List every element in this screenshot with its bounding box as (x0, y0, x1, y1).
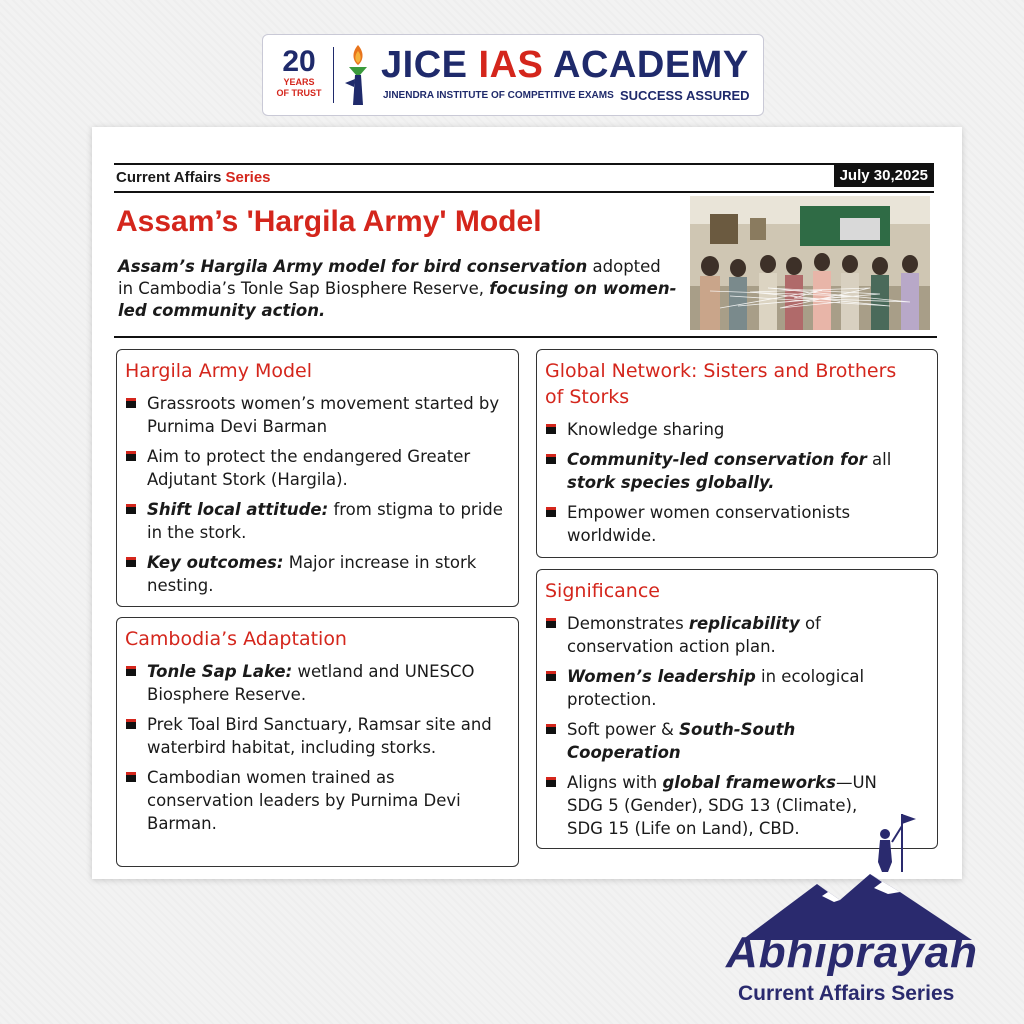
list-item: Community-led conservation for all stork species globally. (545, 448, 929, 494)
article-intro: Assam’s Hargila Army model for bird conservation adopted in Cambodia’s Tonle Sap Biosphere Reserve, focusing on women-led community action. (118, 257, 677, 320)
abhiprayah-subtitle: Current Affairs Series (738, 982, 955, 1005)
workshop-photo (690, 196, 930, 330)
list-item: Demonstrates replicability of conservation action plan. (545, 612, 895, 658)
hargila-model-title: Hargila Army Model (125, 360, 313, 382)
years-badge (271, 47, 327, 99)
cambodia-adaptation-box (116, 617, 519, 867)
significance-title: Significance (545, 580, 660, 602)
brand-name: JICE IAS ACADEMY (381, 44, 749, 86)
academy-logo (262, 34, 764, 116)
list-item: Aligns with global frameworks—UN SDG 5 (Gender), SDG 13 (Climate), SDG 15 (Life on Land), CBD. (545, 771, 895, 840)
significance-box (536, 569, 938, 849)
years-trust-label: OF TRUST (276, 88, 322, 98)
hargila-model-box (116, 349, 519, 607)
abhiprayah-logo (722, 812, 992, 1012)
series-bar (114, 163, 934, 193)
brand-fullname: JINENDRA INSTITUTE OF COMPETITIVE EXAMS (383, 90, 614, 101)
list-item: Aim to protect the endangered Greater Adjutant Stork (Hargila). (125, 445, 515, 491)
abhiprayah-wordmark: Abhiprayah (726, 928, 979, 977)
list-item: Cambodian women trained as conservation leaders by Purnima Devi Barman. (125, 766, 505, 835)
global-network-title: Global Network: Sisters and Brothers of Storks (545, 360, 897, 408)
article-card (92, 127, 962, 879)
series-label: Current Affairs Series (116, 169, 271, 186)
list-item: Grassroots women’s movement started by Purnima Devi Barman (125, 392, 515, 438)
torch-icon (341, 41, 375, 109)
list-item: Tonle Sap Lake: wetland and UNESCO Biosphere Reserve. (125, 660, 505, 706)
logo-divider (333, 47, 334, 103)
list-item: Prek Toal Bird Sanctuary, Ramsar site and waterbird habitat, including storks. (125, 713, 505, 759)
mountain-flag-icon (722, 812, 992, 942)
brand-tagline: SUCCESS ASSURED (620, 88, 750, 103)
global-network-box (536, 349, 938, 558)
date-badge: July 30,2025 (834, 165, 934, 187)
list-item: Key outcomes: Major increase in stork nesting. (125, 551, 515, 597)
list-item: Empower women conservationists worldwide. (545, 501, 929, 547)
years-number: 20 (282, 45, 316, 78)
list-item: Shift local attitude: from stigma to pride in the stork. (125, 498, 515, 544)
list-item: Women’s leadership in ecological protection. (545, 665, 895, 711)
article-title: Assam’s 'Hargila Army' Model (116, 205, 542, 238)
list-item: Soft power & South-South Cooperation (545, 718, 895, 764)
years-label: YEARS (283, 77, 315, 87)
list-item: Knowledge sharing (545, 418, 929, 441)
cambodia-adaptation-title: Cambodia’s Adaptation (125, 628, 347, 650)
header-rule (114, 336, 937, 338)
